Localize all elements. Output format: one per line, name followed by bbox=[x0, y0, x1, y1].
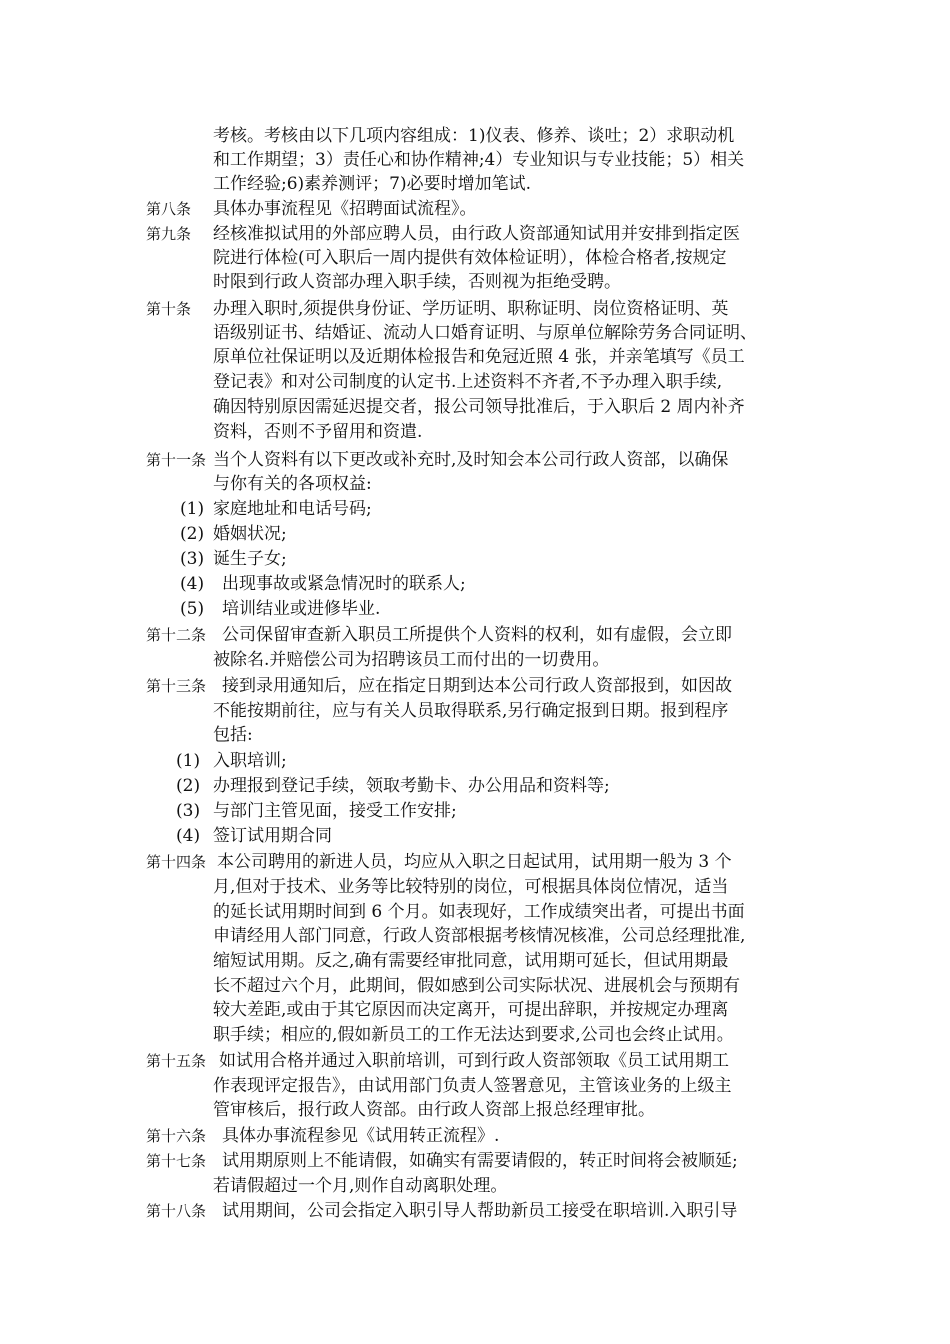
article-12-label: 第十二条 bbox=[146, 626, 207, 644]
article-9-label: 第九条 bbox=[146, 225, 192, 243]
paragraph-line: 确因特别原因需延迟提交者，报公司领导批准后，于入职后 2 周内补齐 bbox=[213, 397, 745, 417]
list-item: 与部门主管见面，接受工作安排; bbox=[213, 801, 457, 821]
paragraph-line: 如试用合格并通过入职前培训，可到行政人资部领取《员工试用期工 bbox=[219, 1051, 729, 1071]
paragraph-line: 公司保留审查新入职员工所提供个人资料的权利，如有虚假，会立即 bbox=[222, 625, 732, 645]
paragraph-line: 时限到行政人资部办理入职手续，否则视为拒绝受聘。 bbox=[213, 272, 621, 292]
paragraph-line: 工作经验;6)素养测评；7)必要时增加笔试. bbox=[213, 174, 532, 194]
list-item-number: (2) bbox=[176, 776, 201, 796]
paragraph-line: 作表现评定报告》，由试用部门负责人签署意见，主管该业务的上级主 bbox=[213, 1076, 732, 1096]
list-item-number: (4) bbox=[180, 574, 205, 594]
paragraph-line: 被除名.并赔偿公司为招聘该员工而付出的一切费用。 bbox=[213, 650, 610, 670]
paragraph-line: 接到录用通知后，应在指定日期到达本公司行政人资部报到，如因故 bbox=[222, 676, 732, 696]
article-14-label: 第十四条 bbox=[146, 853, 207, 871]
article-11-label: 第十一条 bbox=[146, 451, 207, 469]
list-item-number: (1) bbox=[180, 499, 205, 519]
paragraph-line: 不能按期前往，应与有关人员取得联系,另行确定报到日期。报到程序 bbox=[213, 701, 729, 721]
article-8-label: 第八条 bbox=[146, 200, 192, 218]
paragraph-line: 当个人资料有以下更改或补充时,及时知会本公司行政人资部，以确保 bbox=[213, 450, 729, 470]
list-item: 办理报到登记手续，领取考勤卡、办公用品和资料等; bbox=[213, 776, 610, 796]
paragraph-line: 本公司聘用的新进人员，均应从入职之日起试用，试用期一般为 3 个 bbox=[217, 852, 732, 872]
article-15-label: 第十五条 bbox=[146, 1052, 207, 1070]
paragraph-line: 月,但对于技术、业务等比较特别的岗位，可根据具体岗位情况，适当 bbox=[213, 877, 729, 897]
list-item: 签订试用期合同 bbox=[213, 826, 332, 846]
list-item-number: (2) bbox=[180, 524, 205, 544]
list-item-number: (4) bbox=[176, 826, 201, 846]
paragraph-line: 申请经用人部门同意，行政人资部根据考核情况核准，公司总经理批准, bbox=[213, 926, 746, 946]
paragraph-line: 具体办事流程参见《试用转正流程》. bbox=[222, 1126, 500, 1146]
article-10-label: 第十条 bbox=[146, 300, 192, 318]
paragraph-line: 缩短试用期。反之,确有需要经审批同意，试用期可延长，但试用期最 bbox=[213, 951, 729, 971]
list-item-number: (3) bbox=[176, 801, 201, 821]
paragraph-line: 原单位社保证明以及近期体检报告和免冠近照 4 张，并亲笔填写《员工 bbox=[213, 347, 745, 367]
paragraph-line: 较大差距,或由于其它原因而决定离开，可提出辞职，并按规定办理离 bbox=[213, 1000, 729, 1020]
paragraph-line: 包括: bbox=[213, 725, 253, 745]
list-item: 家庭地址和电话号码; bbox=[213, 499, 372, 519]
article-17-label: 第十七条 bbox=[146, 1152, 207, 1170]
list-item-number: (3) bbox=[180, 549, 205, 569]
list-item-number: (5) bbox=[180, 599, 205, 619]
list-item: 出现事故或紧急情况时的联系人; bbox=[222, 574, 466, 594]
paragraph-line: 试用期原则上不能请假，如确实有需要请假的，转正时间将会被顺延; bbox=[222, 1151, 738, 1171]
article-16-label: 第十六条 bbox=[146, 1127, 207, 1145]
paragraph-line: 语级别证书、结婚证、流动人口婚育证明、与原单位解除劳务合同证明、 bbox=[213, 323, 757, 343]
list-item: 入职培训; bbox=[213, 751, 287, 771]
paragraph-line: 的延长试用期时间到 6 个月。如表现好，工作成绩突出者，可提出书面 bbox=[213, 902, 745, 922]
list-item: 婚姻状况; bbox=[213, 524, 287, 544]
article-18-label: 第十八条 bbox=[146, 1202, 207, 1220]
paragraph-line: 职手续；相应的,假如新员工的工作无法达到要求,公司也会终止试用。 bbox=[213, 1025, 734, 1045]
paragraph-line: 试用期间，公司会指定入职引导人帮助新员工接受在职培训.入职引导 bbox=[222, 1201, 738, 1221]
article-13-label: 第十三条 bbox=[146, 677, 207, 695]
list-item: 诞生子女; bbox=[213, 549, 287, 569]
paragraph-line: 考核。考核由以下几项内容组成：1)仪表、修养、谈吐；2）求职动机 bbox=[213, 126, 735, 146]
paragraph-line: 办理入职时,须提供身份证、学历证明、职称证明、岗位资格证明、英 bbox=[213, 299, 729, 319]
paragraph-line: 登记表》和对公司制度的认定书.上述资料不齐者,不予办理入职手续, bbox=[213, 372, 723, 392]
paragraph-line: 资料，否则不予留用和资遣. bbox=[213, 422, 423, 442]
list-item: 培训结业或进修毕业. bbox=[222, 599, 381, 619]
list-item-number: (1) bbox=[176, 751, 201, 771]
paragraph-line: 若请假超过一个月,则作自动离职处理。 bbox=[213, 1176, 508, 1196]
paragraph-line: 院进行体检(可入职后一周内提供有效体检证明），体检合格者,按规定 bbox=[213, 248, 727, 268]
paragraph-line: 与你有关的各项权益: bbox=[213, 474, 372, 494]
paragraph-line: 和工作期望；3）责任心和协作精神;4）专业知识与专业技能；5）相关 bbox=[213, 150, 745, 170]
paragraph-line: 长不超过六个月，此期间，假如感到公司实际状况、进展机会与预期有 bbox=[213, 976, 740, 996]
paragraph-line: 管审核后，报行政人资部。由行政人资部上报总经理审批。 bbox=[213, 1100, 655, 1120]
paragraph-line: 具体办事流程见《招聘面试流程》。 bbox=[213, 199, 477, 219]
paragraph-line: 经核准拟试用的外部应聘人员，由行政人资部通知试用并安排到指定医 bbox=[213, 224, 740, 244]
